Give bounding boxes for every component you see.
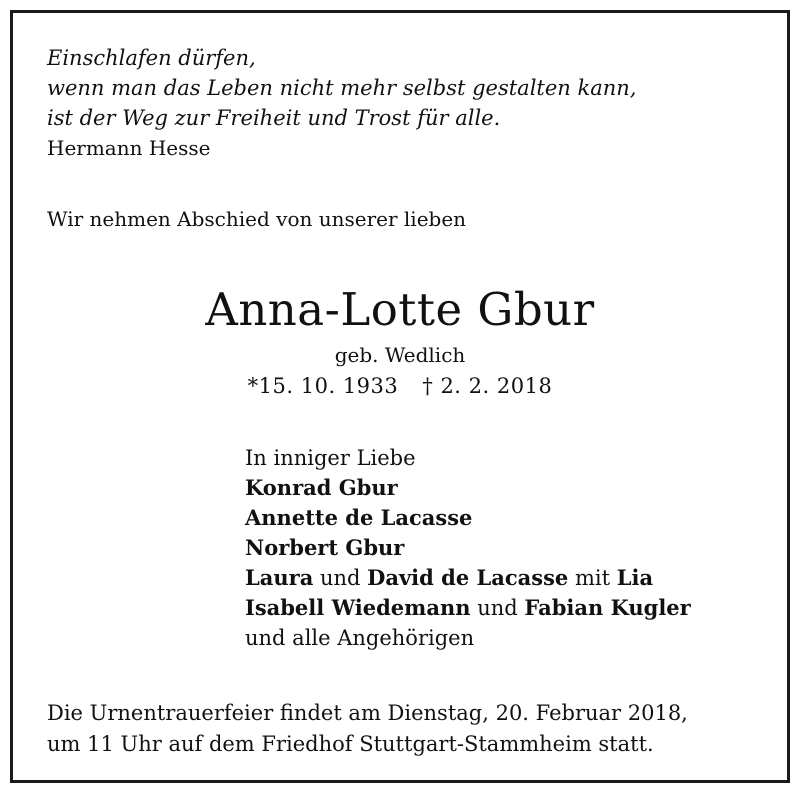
mourners-list — [245, 473, 691, 653]
birth-date: *15. 10. 1933 — [247, 374, 399, 398]
poem-line: Einschlafen dürfen, — [47, 46, 256, 70]
mourners-block — [245, 443, 691, 653]
poem-quote — [47, 43, 636, 133]
funeral-notice-line: um 11 Uhr auf dem Friedhof Stuttgart-Stammheim statt. — [47, 732, 654, 756]
mourner-name: Fabian Kugler — [524, 595, 691, 620]
mourners-heading: In inniger Liebe — [245, 446, 416, 470]
funeral-notice — [47, 698, 688, 760]
mourner-name: Annette de Lacasse — [245, 505, 473, 530]
mourner-line — [245, 563, 691, 593]
mourner-name: Konrad Gbur — [245, 475, 398, 500]
deceased-name: Anna-Lotte Gbur — [205, 283, 595, 336]
funeral-notice-line: Die Urnentrauerfeier findet am Dienstag, 20. Februar 2018, — [47, 701, 688, 725]
obituary-frame — [10, 10, 790, 783]
death-date: † 2. 2. 2018 — [422, 374, 553, 398]
life-dates — [13, 374, 787, 398]
mourner-line — [245, 503, 691, 533]
mourner-name: Lia — [616, 565, 654, 590]
mourner-line — [245, 473, 691, 503]
poem-line: wenn man das Leben nicht mehr selbst gestalten kann, — [47, 76, 637, 100]
poem-line: ist der Weg zur Freiheit und Trost für alle. — [47, 106, 501, 130]
maiden-name: geb. Wedlich — [334, 343, 466, 367]
mourner-name: David de Lacasse — [367, 565, 569, 590]
mourner-name: Laura — [245, 565, 314, 590]
mourner-line — [245, 593, 691, 623]
mourner-line — [245, 623, 691, 653]
farewell-intro: Wir nehmen Abschied von unserer lieben — [47, 207, 467, 231]
poem-author: Hermann Hesse — [47, 136, 211, 160]
mourner-line — [245, 533, 691, 563]
mourner-connector: und — [470, 596, 525, 620]
mourner-name: Isabell Wiedemann — [245, 595, 471, 620]
mourner-connector: mit — [568, 566, 617, 590]
mourner-connector: und — [313, 566, 368, 590]
mourner-name: Norbert Gbur — [245, 535, 405, 560]
mourner-connector: und alle Angehörigen — [245, 626, 475, 650]
